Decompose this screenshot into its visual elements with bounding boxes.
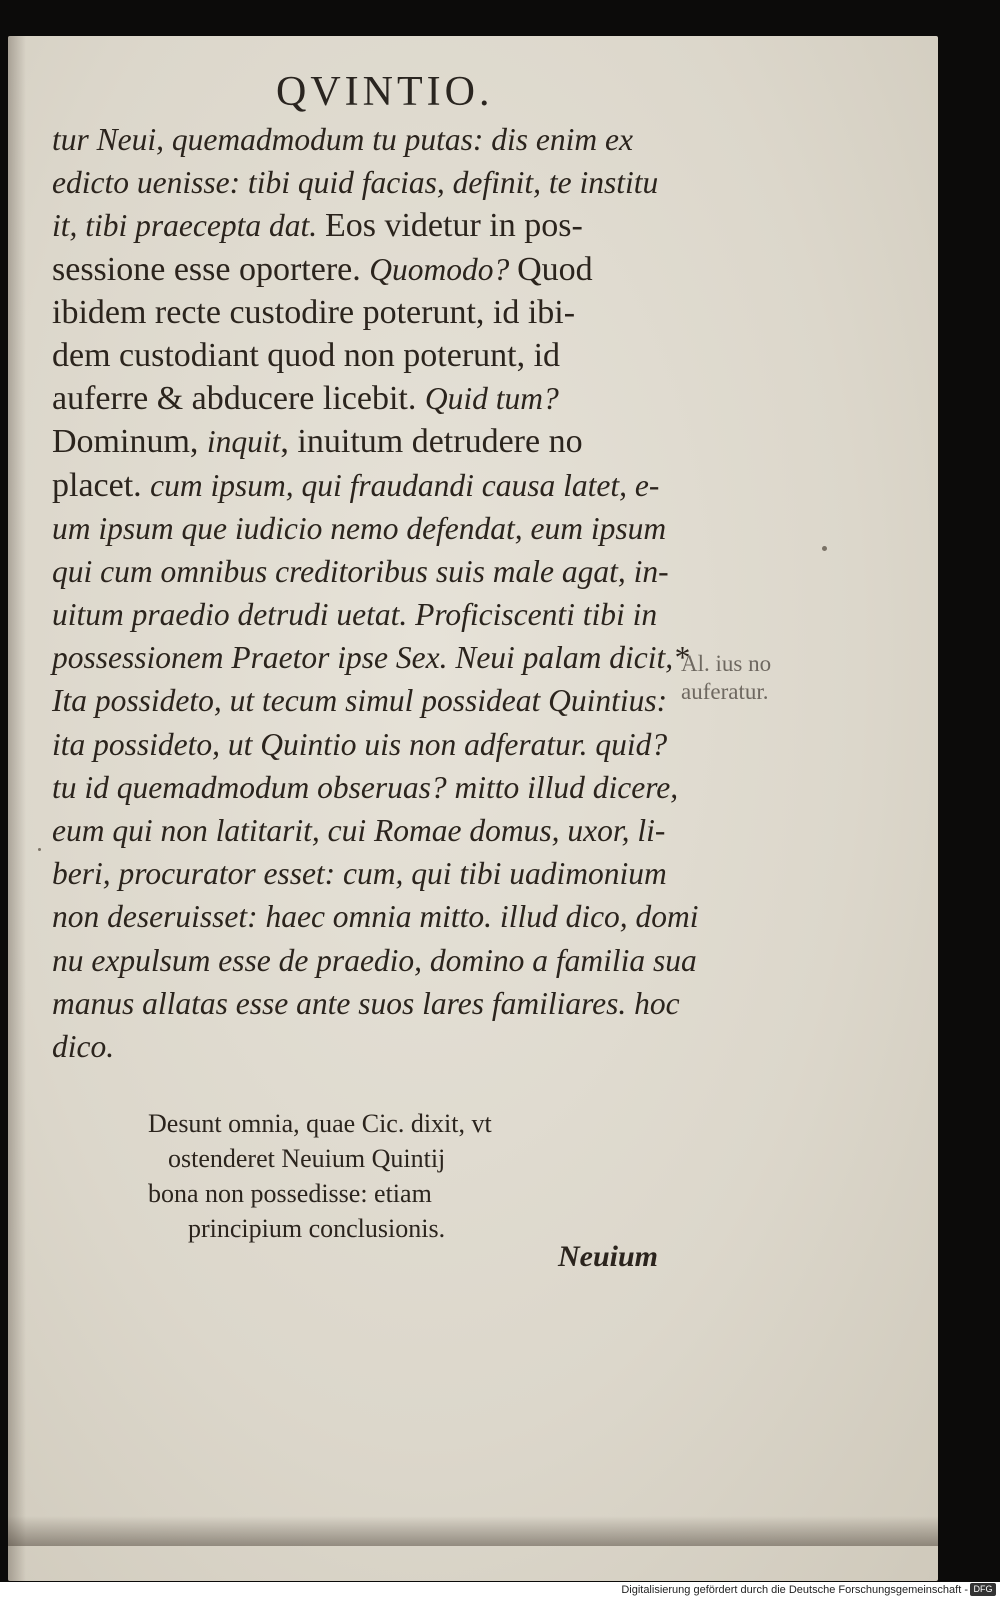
paper-spot (38, 848, 41, 851)
text-run: tur Neui, quemadmodum tu putas: dis enim ex (52, 122, 633, 157)
text-line (52, 248, 692, 291)
text-run: ita possideto, ut Quintio uis non adferatur. quid? (52, 726, 668, 762)
margin-note-line: auferatur. (681, 679, 769, 704)
text-run: Quod (517, 250, 593, 288)
text-line (52, 939, 697, 982)
text-run: Dominum, (52, 423, 207, 461)
margin-note (681, 650, 831, 706)
text-run: Quomodo? (369, 251, 518, 287)
closing-note-line: ostenderet Neuium Quintij (168, 1144, 446, 1173)
text-run: ibidem recte custodire poterunt, id ibi- (52, 293, 576, 331)
text-run: Ita possideto, ut tecum simul possideat Quintius: (52, 683, 668, 719)
text-line (52, 334, 692, 377)
body-text (52, 118, 699, 1068)
text-run: sessione esse oportere. (52, 250, 370, 288)
text-line (52, 852, 692, 895)
text-run: it, tibi praecepta dat. (52, 208, 325, 244)
text-line (52, 550, 692, 593)
text-run: tu id quemadmodum obseruas? mitto illud dicere, (52, 769, 679, 805)
text-line (52, 895, 699, 938)
text-run: nu expulsum esse de praedio, domino a familia sua (52, 942, 697, 978)
page-gutter-shadow (8, 36, 26, 1581)
text-run: beri, procurator esset: cum, qui tibi uadimonium (52, 856, 667, 892)
page-bottom-edge (8, 1516, 938, 1546)
text-run: placet. (52, 466, 151, 504)
text-line (52, 420, 692, 463)
text-run: auferre & abducere licebit. (52, 380, 425, 418)
text-line (52, 204, 692, 247)
closing-note (148, 1106, 608, 1246)
text-run: cum ipsum, qui fraudandi causa latet, e- (150, 467, 660, 503)
text-line (52, 636, 692, 679)
text-run: manus allatas esse ante suos lares familiares. hoc (52, 985, 680, 1021)
text-line (52, 377, 692, 420)
closing-note-line: Desunt omnia, quae Cic. dixit, vt (148, 1109, 492, 1138)
text-line (52, 464, 692, 507)
footer-credit: Digitalisierung gefördert durch die Deutsche Forschungsgemeinschaft - (621, 1584, 968, 1596)
text-line (52, 766, 692, 809)
text-line (52, 507, 692, 550)
text-run: um ipsum que iudicio nemo defendat, eum ipsum (52, 510, 667, 546)
text-line (52, 1025, 692, 1068)
text-run: Eos videtur in pos- (324, 207, 583, 245)
text-run: dem custodiant quod non poterunt, id (52, 336, 561, 374)
catchword: Neuium (558, 1240, 659, 1273)
closing-note-line: bona non possedisse: etiam (148, 1179, 432, 1208)
paper-spot (822, 546, 827, 551)
text-run: inquit (206, 424, 281, 460)
text-line (52, 291, 692, 334)
text-line (52, 809, 692, 852)
text-run: Quid tum? (424, 381, 559, 417)
text-run: possessionem Praetor ipse Sex. Neui palam dicit,* (52, 640, 689, 676)
closing-note-line: principium conclusionis. (188, 1214, 446, 1243)
text-line (52, 982, 692, 1025)
text-line (52, 118, 692, 161)
running-head: QVINTIO. (276, 69, 494, 115)
text-line (52, 593, 692, 636)
dfg-logo: DFG (970, 1583, 996, 1596)
text-line (52, 161, 692, 204)
text-run: eum qui non latitarit, cui Romae domus, uxor, li- (52, 813, 666, 848)
text-line (52, 723, 692, 766)
text-run: dico. (52, 1028, 115, 1064)
text-line (52, 679, 692, 722)
margin-note-line: Al. ius no (681, 651, 772, 676)
text-run: uitum praedio detrudi uetat. Proficiscenti tibi in (52, 597, 658, 633)
text-run: edicto uenisse: tibi quid facias, definit, te institu (52, 165, 659, 201)
text-run: , inuitum detrudere no (280, 423, 583, 461)
text-run: qui cum omnibus creditoribus suis male agat, in- (52, 553, 669, 589)
text-run: non deseruisset: haec omnia mitto. illud dico, domi (52, 899, 699, 935)
